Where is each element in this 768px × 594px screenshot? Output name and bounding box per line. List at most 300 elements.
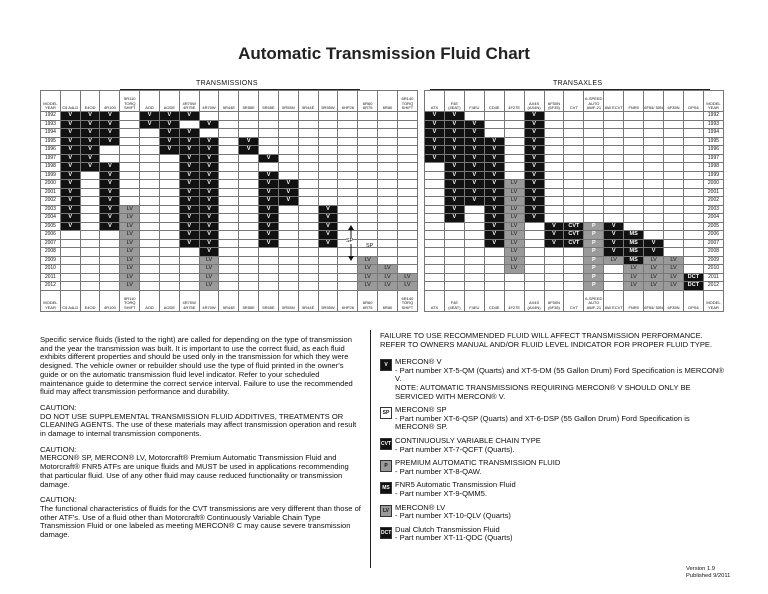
year-cell: 2007 (41, 239, 61, 248)
table-row (41, 205, 418, 214)
year-cell: 2006 (41, 231, 61, 240)
fluid-cell (604, 146, 624, 155)
fluid-cell: LV (504, 197, 524, 206)
fluid-cell (278, 256, 298, 265)
footer-row (425, 290, 724, 311)
fluid-cell: V (80, 120, 100, 129)
fluid-cell: V (464, 163, 484, 172)
fluid-cell (504, 137, 524, 146)
fluid-cell (464, 282, 484, 291)
fluid-cell (564, 120, 584, 129)
fluid-cell: V (318, 231, 338, 240)
fluid-cell (358, 214, 378, 223)
year-cell: 2004 (41, 214, 61, 223)
fluid-cell: LV (358, 256, 378, 265)
fluid-cell: V (278, 197, 298, 206)
fluid-cell (219, 197, 239, 206)
fluid-cell (179, 120, 199, 129)
fluid-cell (159, 197, 179, 206)
fluid-cell (140, 231, 160, 240)
fluid-cell (60, 256, 80, 265)
fluid-cell: LV (120, 273, 140, 282)
table-row (425, 248, 724, 257)
fluid-cell (544, 197, 564, 206)
fluid-cell (338, 163, 358, 172)
fluid-cell: LV (664, 256, 684, 265)
fluid-cell (100, 154, 120, 163)
fluid-cell (378, 231, 398, 240)
fluid-cell (219, 273, 239, 282)
table-row (425, 273, 724, 282)
column-footer: 6HP26 (338, 290, 358, 311)
legend-swatch: CVT (380, 438, 392, 450)
fluid-cell (464, 222, 484, 231)
table-row (41, 265, 418, 274)
table-row (425, 197, 724, 206)
fluid-cell (564, 129, 584, 138)
fluid-cell (219, 265, 239, 274)
fluid-cell (378, 137, 398, 146)
fluid-cell: V (544, 231, 564, 240)
fluid-cell (80, 205, 100, 214)
legend-item (380, 459, 725, 476)
fluid-cell: V (259, 197, 279, 206)
fluid-cell (239, 197, 259, 206)
column-footer: 5R55W (318, 290, 338, 311)
fluid-cell (604, 188, 624, 197)
fluid-cell: V (199, 137, 219, 146)
year-cell: 2004 (703, 214, 723, 223)
fluid-cell: MS (624, 239, 644, 248)
fluid-cell (259, 146, 279, 155)
fluid-cell: LV (120, 265, 140, 274)
year-cell: 1992 (41, 112, 61, 121)
fluid-cell (278, 239, 298, 248)
fluid-cell (219, 214, 239, 223)
fluid-cell (378, 120, 398, 129)
fluid-cell (140, 265, 160, 274)
fluid-cell (278, 112, 298, 121)
fluid-cell (298, 163, 318, 172)
column-footer: 6F35N (664, 290, 684, 311)
fluid-cell (604, 163, 624, 172)
fluid-cell (338, 188, 358, 197)
fluid-cell: V (199, 222, 219, 231)
fluid-cell: V (484, 146, 504, 155)
fluid-cell: LV (199, 265, 219, 274)
legend-swatch: DCT (380, 527, 392, 539)
fluid-cell (338, 112, 358, 121)
fluid-cell (140, 146, 160, 155)
fluid-cell (564, 188, 584, 197)
fluid-cell (159, 214, 179, 223)
fluid-cell (564, 205, 584, 214)
fluid-cell (504, 273, 524, 282)
fluid-cell (120, 129, 140, 138)
fluid-cell (159, 222, 179, 231)
legend-item (380, 504, 725, 521)
transaxles-table (424, 90, 724, 312)
fluid-cell (100, 248, 120, 257)
table-row (425, 282, 724, 291)
fluid-cell (239, 163, 259, 172)
fluid-cell (683, 231, 703, 240)
fluid-cell (318, 265, 338, 274)
fluid-cell: LV (120, 205, 140, 214)
fluid-cell (378, 256, 398, 265)
fluid-cell: V (318, 214, 338, 223)
fluid-cell: V (259, 231, 279, 240)
fluid-cell (683, 214, 703, 223)
fluid-cell: V (60, 137, 80, 146)
fluid-cell (80, 222, 100, 231)
column-footer: AOD (140, 290, 160, 311)
fluid-cell (120, 120, 140, 129)
warning-text: FAILURE TO USE RECOMMENDED FLUID WILL AFFECT TRANSMISSION PERFORMANCE. REFER TO OWNERS MANUAL AND/OR FLUID LEVEL INDICATOR FOR PROPER FLUID TYPE. (380, 331, 713, 349)
fluid-cell: V (80, 146, 100, 155)
column-header: 6R140 TORQ SHIFT (397, 91, 417, 112)
fluid-cell (318, 282, 338, 291)
fluid-cell: V (464, 180, 484, 189)
fluid-cell (397, 265, 417, 274)
fluid-cell (278, 273, 298, 282)
fluid-cell: V (60, 112, 80, 121)
fluid-cell (278, 214, 298, 223)
fluid-cell: V (484, 163, 504, 172)
fluid-cell (664, 163, 684, 172)
year-cell: 1995 (41, 137, 61, 146)
fluid-cell: P (584, 282, 604, 291)
fluid-cell (644, 197, 664, 206)
year-cell: 2006 (703, 231, 723, 240)
fluid-cell (219, 163, 239, 172)
fluid-cell (80, 214, 100, 223)
fluid-cell (338, 171, 358, 180)
column-footer: CVT (564, 290, 584, 311)
footer-row (41, 290, 418, 311)
fluid-cell: V (159, 112, 179, 121)
fluid-cell: V (100, 180, 120, 189)
fluid-cell: P (584, 222, 604, 231)
fluid-cell: V (524, 154, 544, 163)
fluid-cell (644, 214, 664, 223)
fluid-cell (259, 137, 279, 146)
legend-text (395, 459, 560, 476)
fluid-cell (219, 120, 239, 129)
fluid-cell (219, 112, 239, 121)
fluid-cell (120, 188, 140, 197)
fluid-cell (120, 137, 140, 146)
fluid-cell (318, 154, 338, 163)
fluid-cell (219, 129, 239, 138)
fluid-cell (100, 265, 120, 274)
fluid-cell: DCT (683, 282, 703, 291)
column-header: 6R80 (378, 91, 398, 112)
fluid-cell (239, 256, 259, 265)
table-row (41, 129, 418, 138)
year-cell: 1997 (41, 154, 61, 163)
table-row (41, 137, 418, 146)
fluid-cell (140, 214, 160, 223)
fluid-cell: V (80, 137, 100, 146)
fluid-cell (564, 282, 584, 291)
fluid-cell (524, 273, 544, 282)
fluid-cell: V (604, 222, 624, 231)
year-cell: 1995 (703, 137, 723, 146)
fluid-cell (425, 163, 445, 172)
fluid-cell: V (60, 163, 80, 172)
fluid-cell: V (100, 171, 120, 180)
fluid-cell: LV (397, 282, 417, 291)
fluid-cell (584, 154, 604, 163)
fluid-cell (604, 265, 624, 274)
fluid-cell (239, 231, 259, 240)
fluid-cell: V (425, 112, 445, 121)
fluid-cell: V (484, 197, 504, 206)
fluid-cell (318, 171, 338, 180)
fluid-cell: V (464, 188, 484, 197)
fluid-cell: V (100, 129, 120, 138)
fluid-cell (683, 265, 703, 274)
fluid-cell: V (199, 146, 219, 155)
fluid-cell (239, 180, 259, 189)
fluid-cell (338, 214, 358, 223)
fluid-cell (444, 265, 464, 274)
fluid-cell (278, 222, 298, 231)
legend-swatch: P (380, 460, 392, 472)
column-header: 6HP26 (338, 91, 358, 112)
fluid-cell (544, 120, 564, 129)
fluid-cell (644, 180, 664, 189)
fluid-cell (278, 137, 298, 146)
fluid-cell (259, 273, 279, 282)
column-header: 6R60 6R75 (358, 91, 378, 112)
fluid-cell (298, 265, 318, 274)
fluid-cell: V (259, 214, 279, 223)
fluid-cell (80, 282, 100, 291)
fluid-cell (564, 163, 584, 172)
fluid-cell (444, 231, 464, 240)
fluid-cell: V (259, 154, 279, 163)
fluid-cell: V (239, 137, 259, 146)
column-header: 5R55E (259, 91, 279, 112)
fluid-cell (664, 112, 684, 121)
fluid-cell (239, 273, 259, 282)
fluid-cell (664, 137, 684, 146)
fluid-cell (80, 256, 100, 265)
fluid-cell (464, 205, 484, 214)
model-year-footer: MODEL YEAR (703, 290, 723, 311)
fluid-cell: V (425, 137, 445, 146)
fluid-cell: V (159, 120, 179, 129)
fluid-cell: V (179, 112, 199, 121)
fluid-cell (664, 197, 684, 206)
legend-details: - Part number XT-8-QAW. (395, 466, 482, 476)
year-cell: 2009 (41, 256, 61, 265)
fluid-cell (604, 129, 624, 138)
year-cell: 1993 (703, 120, 723, 129)
fluid-cell (80, 273, 100, 282)
fluid-cell (378, 112, 398, 121)
header-row (425, 91, 724, 112)
fluid-cell (219, 282, 239, 291)
fluid-cell (644, 188, 664, 197)
fluid-cell: P (584, 239, 604, 248)
fluid-cell (544, 265, 564, 274)
fluid-cell (358, 137, 378, 146)
fluid-cell (338, 146, 358, 155)
fluid-cell (60, 265, 80, 274)
caution-unique-fluids: CAUTION: MERCON® SP, MERCON® LV, Motorcraft® Premium Automatic Transmission Fluid and Motorcraft® FNR5 ATFs are unique fluids and MUST be used in applications recommending that particular fluid. Use of any other fluid may cause reduced functionality or transmission damage. (40, 444, 349, 489)
fluid-cell: LV (120, 214, 140, 223)
fluid-cell: LV (378, 265, 398, 274)
fluid-cell (504, 282, 524, 291)
fluid-cell (159, 248, 179, 257)
column-header: 5R55N (278, 91, 298, 112)
fluid-cell (159, 231, 179, 240)
fluid-cell (80, 171, 100, 180)
table-row (41, 120, 418, 129)
fluid-cell (683, 248, 703, 257)
fluid-cell (159, 265, 179, 274)
legend-item (380, 481, 725, 498)
fluid-cell (397, 163, 417, 172)
fluid-cell (644, 231, 664, 240)
fluid-cell: V (199, 239, 219, 248)
year-cell: 2010 (41, 265, 61, 274)
fluid-cell (524, 282, 544, 291)
fluid-cell (159, 239, 179, 248)
fluid-cell: P (584, 265, 604, 274)
fluid-cell: V (60, 214, 80, 223)
legend-title: FNR5 Automatic Transmission Fluid (395, 480, 516, 490)
fluid-cell (318, 188, 338, 197)
legend-title: PREMIUM AUTOMATIC TRANSMISSION FLUID (395, 458, 561, 468)
legend-title: Dual Clutch Transmission Fluid (395, 524, 500, 534)
fluid-cell (120, 197, 140, 206)
column-header: F4EU (464, 91, 484, 112)
fluid-cell (544, 248, 564, 257)
table-row (425, 137, 724, 146)
fluid-cell (584, 112, 604, 121)
fluid-cell (683, 146, 703, 155)
fluid-cell: V (464, 137, 484, 146)
fluid-cell: V (179, 188, 199, 197)
legend-text (395, 526, 513, 543)
fluid-cell (298, 129, 318, 138)
column-header: 4F27E (504, 91, 524, 112)
fluid-cell: V (179, 137, 199, 146)
fluid-cell (425, 197, 445, 206)
fluid-cell: V (464, 120, 484, 129)
fluid-cell (60, 231, 80, 240)
fluid-cell: V (524, 197, 544, 206)
fluid-cell: LV (504, 265, 524, 274)
fluid-cell: V (444, 154, 464, 163)
model-year-footer: MODEL YEAR (41, 290, 61, 311)
fluid-cell: V (60, 222, 80, 231)
fluid-cell (397, 197, 417, 206)
table-row (425, 188, 724, 197)
year-cell: 2008 (41, 248, 61, 257)
fluid-cell (683, 163, 703, 172)
fluid-cell: LV (397, 273, 417, 282)
year-cell: 2011 (703, 273, 723, 282)
fluid-cell: V (199, 120, 219, 129)
year-cell: 2002 (41, 197, 61, 206)
year-cell: 2009 (703, 256, 723, 265)
year-cell: 2000 (41, 180, 61, 189)
fluid-cell: V (278, 180, 298, 189)
fluid-cell (683, 112, 703, 121)
fluid-cell (425, 256, 445, 265)
fluid-cell (604, 112, 624, 121)
fluid-cell: V (80, 163, 100, 172)
fluid-cell (140, 154, 160, 163)
table-row (425, 146, 724, 155)
fluid-cell (504, 112, 524, 121)
fluid-cell (278, 171, 298, 180)
fluid-cell (318, 197, 338, 206)
fluid-cell (683, 197, 703, 206)
fluid-cell (425, 282, 445, 291)
fluid-cell (664, 231, 684, 240)
fluid-cell: V (444, 120, 464, 129)
fluid-cell: V (484, 239, 504, 248)
fluid-cell (644, 222, 664, 231)
fluid-cell (425, 239, 445, 248)
fluid-cell: V (140, 120, 160, 129)
fluid-cell: V (199, 188, 219, 197)
fluid-cell (584, 188, 604, 197)
fluid-cell (644, 205, 664, 214)
fluid-cell: LV (664, 282, 684, 291)
fluid-cell (584, 120, 604, 129)
fluid-cell: LV (199, 256, 219, 265)
column-footer: 6F55/ 50N (644, 290, 664, 311)
fluid-cell (278, 248, 298, 257)
column-header: AX4S (AX4N) (524, 91, 544, 112)
table-row (41, 248, 418, 257)
table-row (41, 188, 418, 197)
fluid-cell (584, 205, 604, 214)
column-header: DPS6 (683, 91, 703, 112)
fluid-cell (219, 137, 239, 146)
fluid-cell (524, 222, 544, 231)
column-header: C6 A4LD (60, 91, 80, 112)
fluid-cell: LV (604, 256, 624, 265)
fluid-cell (140, 188, 160, 197)
column-footer: CD4E (484, 290, 504, 311)
table-row (41, 112, 418, 121)
column-header: 6-SPEED AUTO AWF-21 (584, 91, 604, 112)
table-row (425, 239, 724, 248)
fluid-cell (425, 214, 445, 223)
fluid-cell (683, 180, 703, 189)
column-footer: C6 A4LD (60, 290, 80, 311)
fluid-cell (179, 256, 199, 265)
fluid-cell (683, 129, 703, 138)
fluid-cell (159, 205, 179, 214)
year-cell: 2005 (41, 222, 61, 231)
fluid-cell: V (159, 129, 179, 138)
column-footer: E4OD (80, 290, 100, 311)
fluid-cell (544, 171, 564, 180)
fluid-cell (179, 282, 199, 291)
fluid-cell: P (584, 231, 604, 240)
fluid-cell (358, 146, 378, 155)
fluid-cell (397, 120, 417, 129)
